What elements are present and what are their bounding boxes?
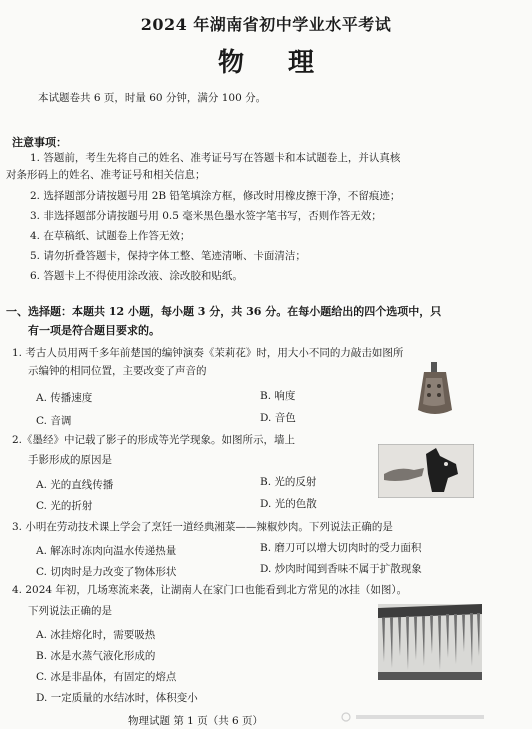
- question-1-option-b: B. 响度: [260, 390, 296, 402]
- section-heading-line2: 有一项是符合题目要求的。: [28, 324, 160, 337]
- question-1-option-d: D. 音色: [260, 412, 296, 424]
- note-item: 2. 选择题部分请按题号用 2B 铅笔填涂方框，修改时用橡皮擦干净，不留痕迹；: [30, 190, 401, 202]
- note-item: 5. 请勿折叠答题卡，保持字体工整、笔迹清晰、卡面清洁；: [30, 250, 306, 262]
- question-2-stem-cont: 手影形成的原因是: [28, 454, 112, 466]
- question-3-option-d: D. 炒肉时闻到香味不属于扩散现象: [260, 563, 422, 575]
- question-2-option-c: C. 光的折射: [36, 500, 93, 512]
- question-4-option-a: A. 冰挂熔化时，需要吸热: [36, 629, 156, 641]
- question-1-stem-cont: 示编钟的相同位置，主要改变了声音的: [28, 365, 207, 377]
- question-4-option-c: C. 冰是非晶体，有固定的熔点: [36, 671, 177, 683]
- bianzhong-bell-image: [414, 362, 456, 418]
- note-item: 6. 答题卡上不得使用涂改液、涂改胶和贴纸。: [30, 270, 243, 282]
- section-heading: [6, 302, 526, 340]
- question-2-option-b: B. 光的反射: [260, 476, 317, 488]
- note-item: 3. 非选择题部分请按题号用 0.5 毫米黑色墨水签字笔书写，否则作答无效；: [30, 210, 382, 222]
- question-1-option-c: C. 音调: [36, 415, 72, 427]
- question-2-option-a: A. 光的直线传播: [36, 479, 114, 491]
- question-4-stem-cont: 下列说法正确的是: [28, 605, 112, 617]
- question-1-option-a: A. 传播速度: [36, 392, 93, 404]
- question-3-stem: 3. 小明在劳动技术课上学会了烹饪一道经典湘菜——辣椒炒肉。下列说法正确的是: [12, 521, 393, 533]
- note-item: 4. 在草稿纸、试题卷上作答无效；: [30, 230, 191, 242]
- question-2-stem: 2.《墨经》中记载了影子的形成等光学现象。如图所示，墙上: [12, 434, 296, 446]
- icicle-image: [378, 604, 482, 680]
- question-4-option-b: B. 冰是水蒸气液化形成的: [36, 650, 156, 662]
- question-3-option-b: B. 磨刀可以增大切肉时的受力面积: [260, 542, 422, 554]
- exam-intro: 本试题卷共 6 页，时量 60 分钟，满分 100 分。: [38, 92, 267, 104]
- watermark-logo: [340, 712, 490, 722]
- question-2-option-d: D. 光的色散: [260, 498, 317, 510]
- question-4-stem: 4. 2024 年初，几场寒流来袭，让湖南人在家门口也能看到北方常见的冰挂（如图）。: [12, 584, 408, 596]
- note-item: 对条形码上的姓名、准考证号和相关信息；: [6, 169, 206, 181]
- subject-title: 物理: [217, 48, 358, 78]
- notes-heading: 注意事项：: [12, 136, 67, 149]
- note-item: 1. 答题前，考生先将自己的姓名、准考证号写在答题卡和本试题卷上，并认真核: [30, 152, 401, 164]
- question-4-option-d: D. 一定质量的水结冰时，体积变小: [36, 692, 198, 704]
- exam-title: 2024 年湖南省初中学业水平考试: [140, 15, 392, 34]
- section-heading-line1: 一、选择题：本题共 12 小题，每小题 3 分，共 36 分。在每小题给出的四个选项中，只: [6, 305, 442, 318]
- question-3-option-c: C. 切肉时是力改变了物体形状: [36, 566, 177, 578]
- question-1-stem: 1. 考古人员用两千多年前楚国的编钟演奏《茉莉花》时，用大小不同的力敲击如图所: [12, 347, 404, 359]
- hand-shadow-image: [378, 444, 474, 498]
- question-3-option-a: A. 解冻时冻肉向温水传递热量: [36, 545, 177, 557]
- page-footer: 物理试题 第 1 页（共 6 页）: [128, 715, 264, 727]
